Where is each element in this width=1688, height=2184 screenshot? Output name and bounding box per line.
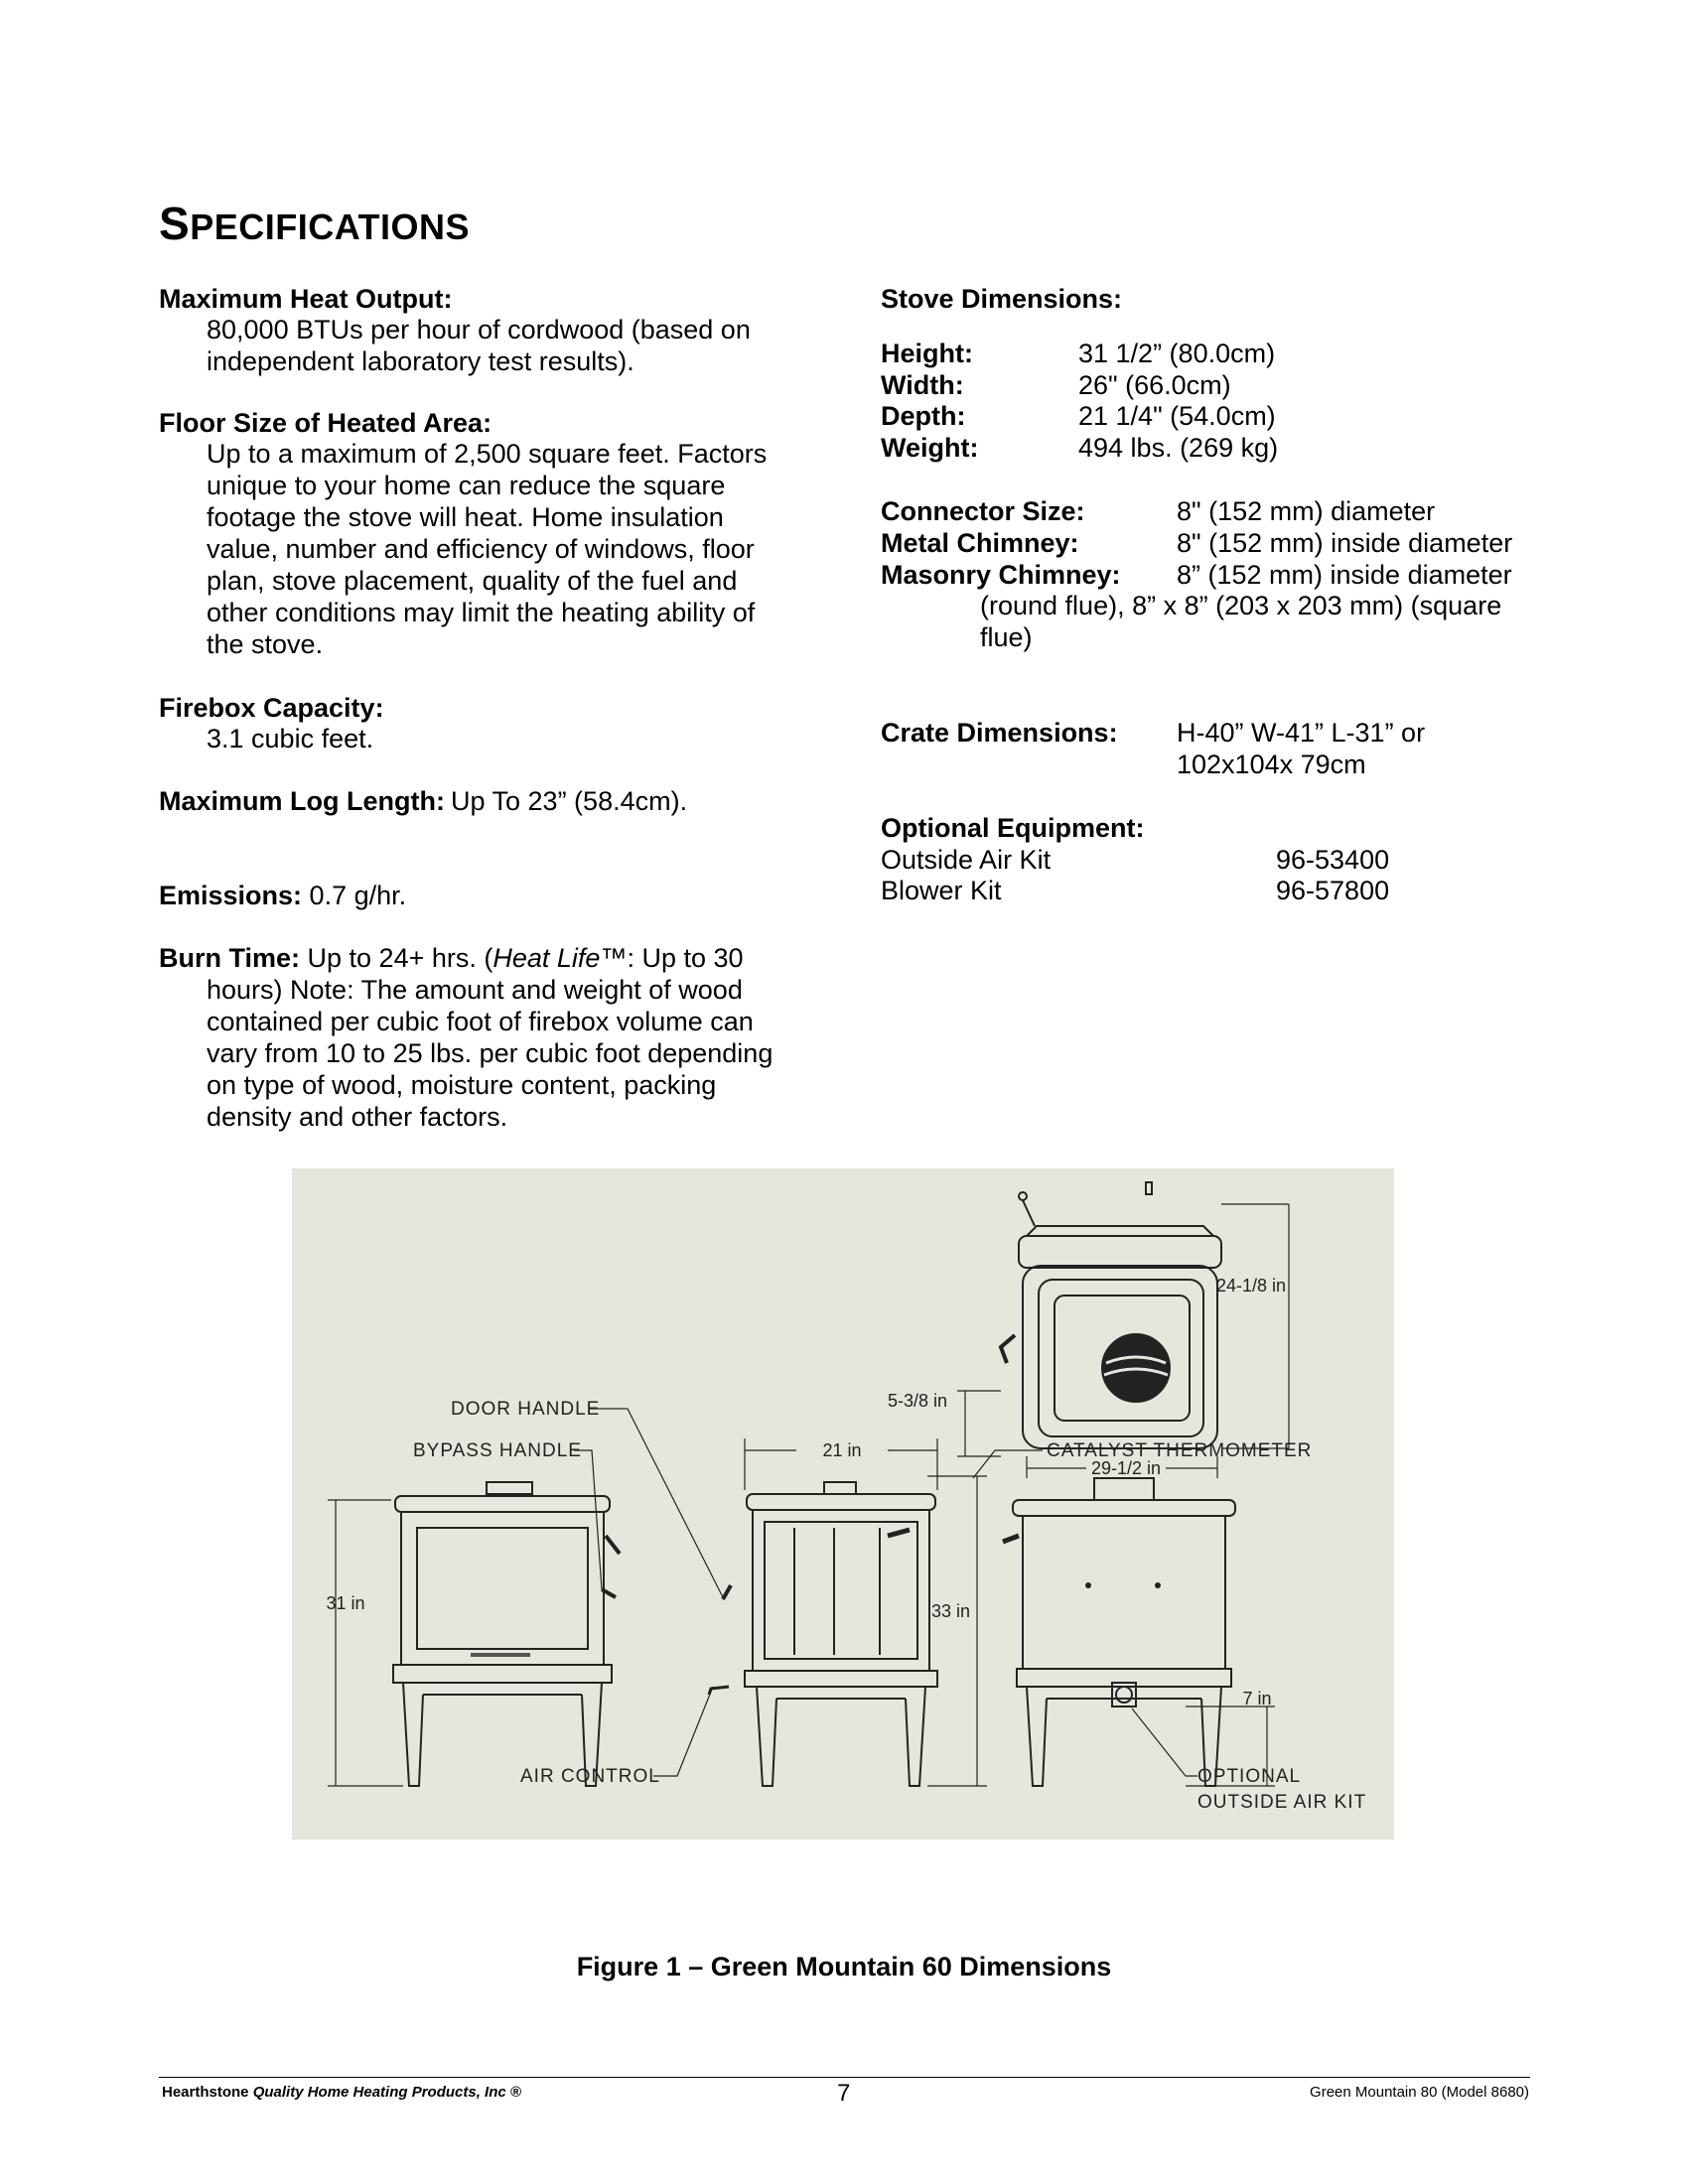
firebox-text: 3.1 cubic feet. — [207, 724, 374, 753]
width-label: Width: — [881, 370, 964, 400]
floor-size-text: Up to a maximum of 2,500 square feet. Factors unique to your home can reduce the square footage the stove will heat. Home insulation value, number and efficiency of windows, floor plan, stove placement, quality of the fuel and other conditions may limit the heating ability of the stove. — [207, 439, 768, 659]
figure-caption: Figure 1 – Green Mountain 60 Dimensions — [576, 1952, 1112, 1981]
depth-label: Depth: — [881, 401, 966, 431]
height-value: 31 1/2” (80.0cm) — [1078, 339, 1276, 368]
floor-size-label: Floor Size of Heated Area: — [159, 408, 492, 438]
firebox-label: Firebox Capacity: — [159, 693, 384, 723]
front-view — [393, 1482, 620, 1786]
optional-item-part: 96-57800 — [1276, 876, 1390, 905]
catalyst-thermometer-label: CATALYST THERMOMETER — [1047, 1440, 1313, 1461]
optional-item-part: 96-53400 — [1276, 845, 1390, 875]
dim-rear-height: 7 in — [1242, 1689, 1272, 1708]
masonry-chimney-value: 8” (152 mm) inside diameter — [1177, 560, 1512, 590]
weight-label: Weight: — [881, 433, 979, 463]
dim-front-height: 31 in — [326, 1593, 365, 1613]
masonry-chimney-label: Masonry Chimney: — [881, 560, 1121, 590]
burn-time-text: hours) Note: The amount and weight of wood contained per cubic foot of firebox volume can vary from 10 to 25 lbs. per cubic foot depending on type of wood, moisture content, packing density and other factors. — [207, 975, 774, 1132]
dim-side-depth: 21 in — [822, 1440, 862, 1460]
emissions: Emissions: 0.7 g/hr. — [159, 881, 407, 910]
top-view — [1001, 1182, 1221, 1448]
masonry-chimney-continued: (round flue), 8” x 8” (203 x 203 mm) (square flue) — [980, 591, 1502, 652]
dim-side-height: 33 in — [931, 1601, 971, 1621]
crate-dimensions-label: Crate Dimensions: — [881, 718, 1118, 748]
metal-chimney-value: 8" (152 mm) inside diameter — [1177, 528, 1513, 558]
max-heat-text: 80,000 BTUs per hour of cordwood (based on independent laboratory test results). — [207, 315, 751, 376]
max-log-length: Maximum Log Length: Up To 23” (58.4cm). — [159, 786, 688, 816]
optional-item-name: Blower Kit — [881, 876, 1002, 905]
front-view-dims — [328, 1500, 403, 1786]
rear-view — [1003, 1478, 1235, 1786]
stove-drawing — [292, 1168, 1394, 1840]
dim-top-height: 24-1/8 in — [1215, 1276, 1287, 1296]
door-handle-label: DOOR HANDLE — [451, 1399, 601, 1420]
dim-top-width: 29-1/2 in — [1090, 1458, 1162, 1478]
max-heat-label: Maximum Heat Output: — [159, 284, 453, 314]
footer-company: Hearthstone Quality Home Heating Products, Inc ® — [162, 2084, 521, 2101]
crate-dimensions-line2: 102x104x 79cm — [1177, 750, 1366, 779]
width-value: 26" (66.0cm) — [1078, 370, 1231, 400]
air-control-label: AIR CONTROL — [520, 1766, 660, 1787]
burn-time: Burn Time: Up to 24+ hrs. (Heat Life™: Up to 30 — [159, 943, 744, 973]
stove-dimensions-figure — [292, 1168, 1394, 1840]
optional-label: OPTIONAL — [1197, 1766, 1302, 1787]
depth-value: 21 1/4" (54.0cm) — [1078, 401, 1276, 431]
outside-air-kit-label: OUTSIDE AIR KIT — [1197, 1792, 1367, 1813]
bypass-handle-label: BYPASS HANDLE — [413, 1440, 582, 1461]
dim-top-offset: 5-3/8 in — [887, 1391, 947, 1411]
footer-rule — [159, 2077, 1530, 2078]
page-title: SPECIFICATIONS — [159, 198, 471, 249]
weight-value: 494 lbs. (269 kg) — [1078, 433, 1279, 463]
optional-item-name: Outside Air Kit — [881, 845, 1052, 875]
stove-dimensions-label: Stove Dimensions: — [881, 284, 1123, 314]
connector-size-value: 8" (152 mm) diameter — [1177, 496, 1436, 526]
height-label: Height: — [881, 339, 973, 368]
crate-dimensions-line1: H-40” W-41” L-31” or — [1177, 718, 1426, 748]
metal-chimney-label: Metal Chimney: — [881, 528, 1079, 558]
footer-model: Green Mountain 80 (Model 8680) — [1310, 2084, 1529, 2101]
page-number: 7 — [837, 2080, 851, 2107]
optional-equipment-label: Optional Equipment: — [881, 813, 1145, 843]
side-view — [709, 1482, 937, 1786]
connector-size-label: Connector Size: — [881, 496, 1085, 526]
